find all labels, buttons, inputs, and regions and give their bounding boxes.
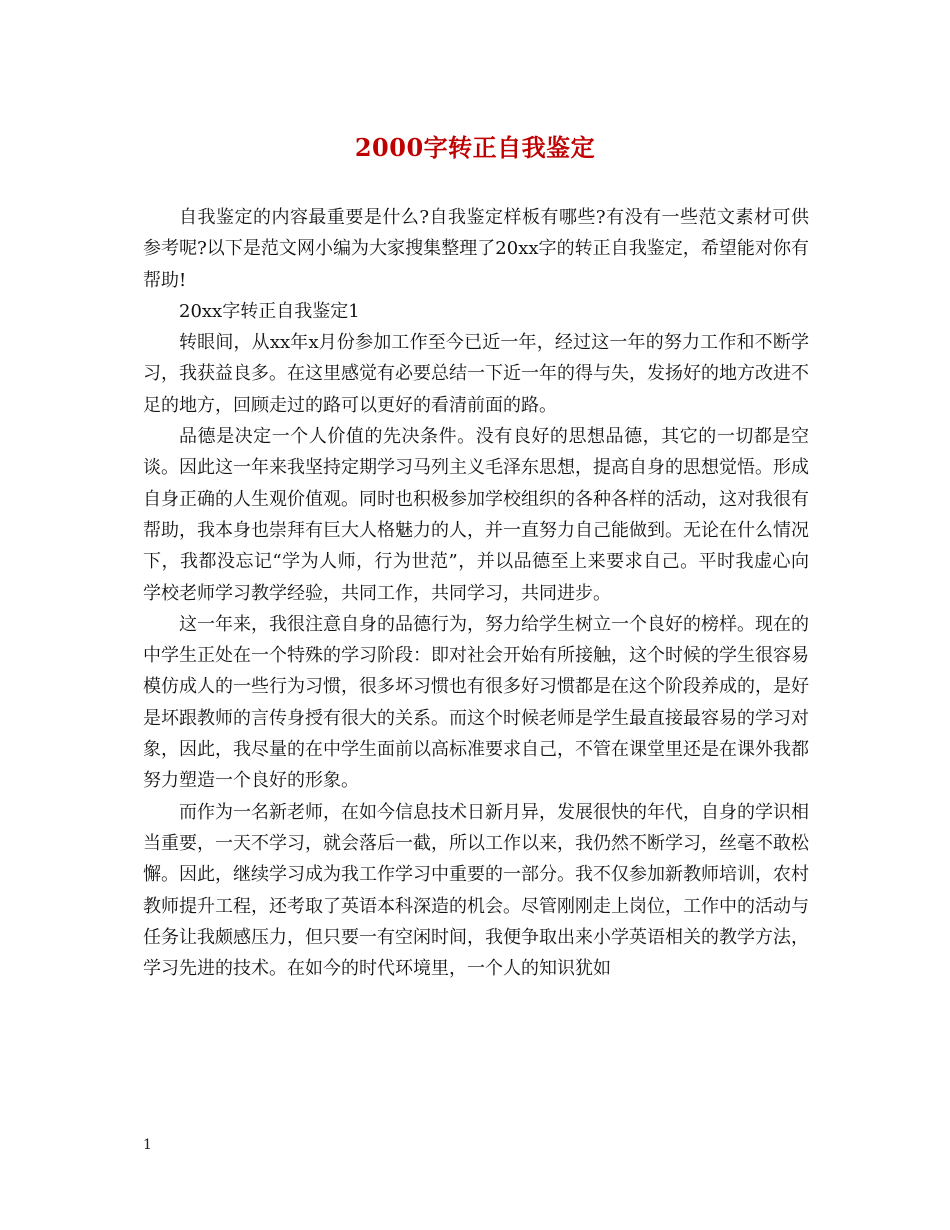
intro-paragraph: 自我鉴定的内容最重要是什么?自我鉴定样板有哪些?有没有一些范文素材可供参考呢?以下是范文网小编为大家搜集整理了20xx字的转正自我鉴定，希望能对你有帮助! [143, 207, 809, 291]
document-title: 2000字转正自我鉴定 [354, 133, 596, 162]
body-paragraph: 这一年来，我很注意自身的品德行为，努力给学生树立一个良好的榜样。现在的中学生正处在一个特殊的学习阶段：即对社会开始有所接触，这个时候的学生很容易模仿成人的一些行为习惯，很多坏习惯也有很多好习惯都是在这个阶段养成的，是好是坏跟教师的言传身授有很大的关系。而这个时候老师是学生最直接最容易的学习对象，因此，我尽量的在中学生面前以高标准要求自己，不管在课堂里还是在课外我都努力塑造一个良好的形象。 [143, 613, 809, 792]
body-paragraph: 品德是决定一个人价值的先决条件。没有良好的思想品德，其它的一切都是空谈。因此这一年来我坚持定期学习马列主义毛泽东思想，提高自身的思想觉悟。形成自身正确的人生观价值观。同时也积极参加学校组织的各种各样的活动，这对我很有帮助，我本身也崇拜有巨大人格魅力的人，并一直努力自己能做到。无论在什么情况下，我都没忘记“学为人师，行为世范”，并以品德至上来要求自己。平时我虚心向学校老师学习教学经验，共同工作，共同学习，共同进步。 [143, 426, 809, 604]
section-heading: 20xx字转正自我鉴定1 [179, 300, 360, 322]
document-body [143, 202, 809, 984]
page-number: 1 [143, 1137, 152, 1153]
body-paragraph: 而作为一名新老师，在如今信息技术日新月异，发展很快的年代，自身的学识相当重要，一天不学习，就会落后一截，所以工作以来，我仍然不断学习，丝毫不敢松懈。因此，继续学习成为我工作学习中重要的一部分。我不仅参加新教师培训，农村教师提升工程，还考取了英语本科深造的机会。尽管刚刚走上岗位，工作中的活动与任务让我颇感压力，但只要一有空闲时间，我便争取出来小学英语相关的教学方法，学习先进的技术。在如今的时代环境里，一个人的知识犹如 [143, 801, 809, 980]
body-paragraph: 转眼间，从xx年x月份参加工作至今已近一年，经过这一年的努力工作和不断学习，我获益良多。在这里感觉有必要总结一下近一年的得与失，发扬好的地方改进不足的地方，回顾走过的路可以更好的看清前面的路。 [143, 332, 809, 416]
